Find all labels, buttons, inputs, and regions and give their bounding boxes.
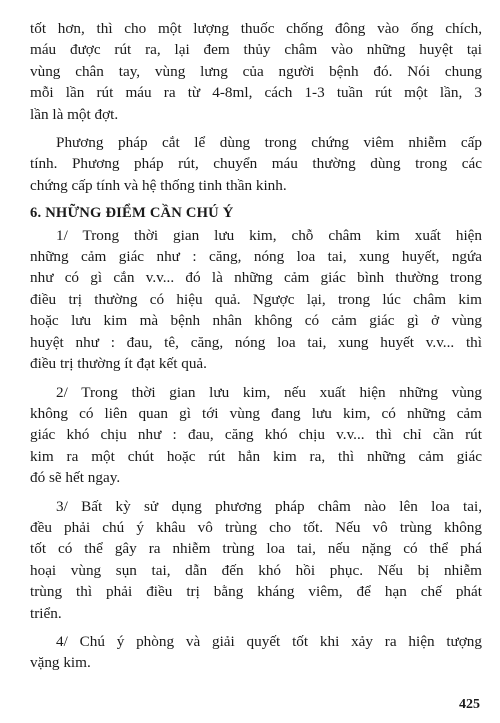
paragraph-gap <box>30 125 482 132</box>
text-line: hoại vùng sụn tai, dẫn đến khó hồi phục. Nếu bị nhiễm <box>30 561 482 579</box>
text-line: đều phải chú ý khâu vô trùng cho tốt. Nếu vô trùng không <box>30 518 482 536</box>
text-line: huyệt như : đau, tê, căng, nóng loa tai, xung huyết v.v... thì <box>30 333 482 351</box>
text-line: 1/ Trong thời gian lưu kim, chỗ châm kim xuất hiện <box>56 226 482 244</box>
paragraph-gap <box>30 624 482 631</box>
text-line: tốt có thể gây ra nhiễm trùng loa tai, nếu nặng có thể phá <box>30 540 482 558</box>
text-line: trùng thì phải điều trị bằng kháng viêm, để hạn chế phát <box>30 583 482 601</box>
text-line: kim ra một chút hoặc rút hẳn kim ra, thì những cảm giác <box>30 447 482 465</box>
text-line: điều trị thường ít đạt kết quả. <box>30 355 207 373</box>
text-line: mỗi lần rút máu ra từ 4-8ml, cách 1-3 tuần rút một lần, 3 <box>30 84 482 102</box>
text-line: giác khó chịu như : đau, căng khó chịu v.v... thì chỉ cần rút <box>30 426 482 444</box>
paragraph-gap <box>30 489 482 496</box>
paragraph-1 <box>30 18 482 125</box>
text-line: 2/ Trong thời gian lưu kim, nếu xuất hiện những vùng <box>56 383 482 401</box>
text-line: tính. Phương pháp rút, chuyển máu thường dùng trong các <box>30 155 482 173</box>
text-line: vùng chân tay, vùng lưng của người bệnh đó. Nói chung <box>30 62 482 80</box>
text-line: Phương pháp cắt lể dùng trong chứng viêm nhiễm cấp <box>56 134 482 152</box>
page-number: 425 <box>459 697 480 712</box>
paragraph-gap <box>30 196 482 203</box>
text-line: như có gì cắn v.v... đó là những cảm giác bình thường trong <box>30 269 482 287</box>
note-item-4 <box>30 631 482 674</box>
text-line: triển. <box>30 604 62 622</box>
note-item-1 <box>30 225 482 375</box>
page-body <box>30 18 482 674</box>
paragraph-gap <box>30 375 482 382</box>
text-line: hoặc lưu kim mà bệnh nhân không có cảm giác gì ở vùng <box>30 312 482 330</box>
text-line: máu được rút ra, lại đem thủy châm vào những huyệt tại <box>30 41 482 59</box>
text-line: chứng cấp tính và hệ thống tinh thần kinh. <box>30 176 287 194</box>
text-line: đó sẽ hết ngay. <box>30 469 121 487</box>
text-line: 4/ Chú ý phòng và giải quyết tốt khi xảy ra hiện tượng <box>56 632 482 650</box>
note-item-3 <box>30 496 482 624</box>
text-line: vặng kim. <box>30 654 91 672</box>
text-line: những cảm giác như : căng, nóng loa tai, xung huyết, ngứa <box>30 248 482 266</box>
text-line: không có liên quan gì tới vùng đang lưu kim, có những cảm <box>30 404 482 422</box>
text-line: 3/ Bất kỳ sử dụng phương pháp châm nào lên loa tai, <box>56 497 482 515</box>
text-line: tốt hơn, thì cho một lượng thuốc chống đông vào ống chích, <box>30 20 482 37</box>
section-heading: 6. NHỮNG ĐIỂM CẦN CHÚ Ý <box>30 205 234 222</box>
paragraph-2 <box>30 132 482 196</box>
text-line: lần là một đợt. <box>30 105 119 123</box>
text-line: điều trị thường có hiệu quả. Ngược lại, trong lúc châm kim <box>30 290 482 308</box>
note-item-2 <box>30 382 482 489</box>
